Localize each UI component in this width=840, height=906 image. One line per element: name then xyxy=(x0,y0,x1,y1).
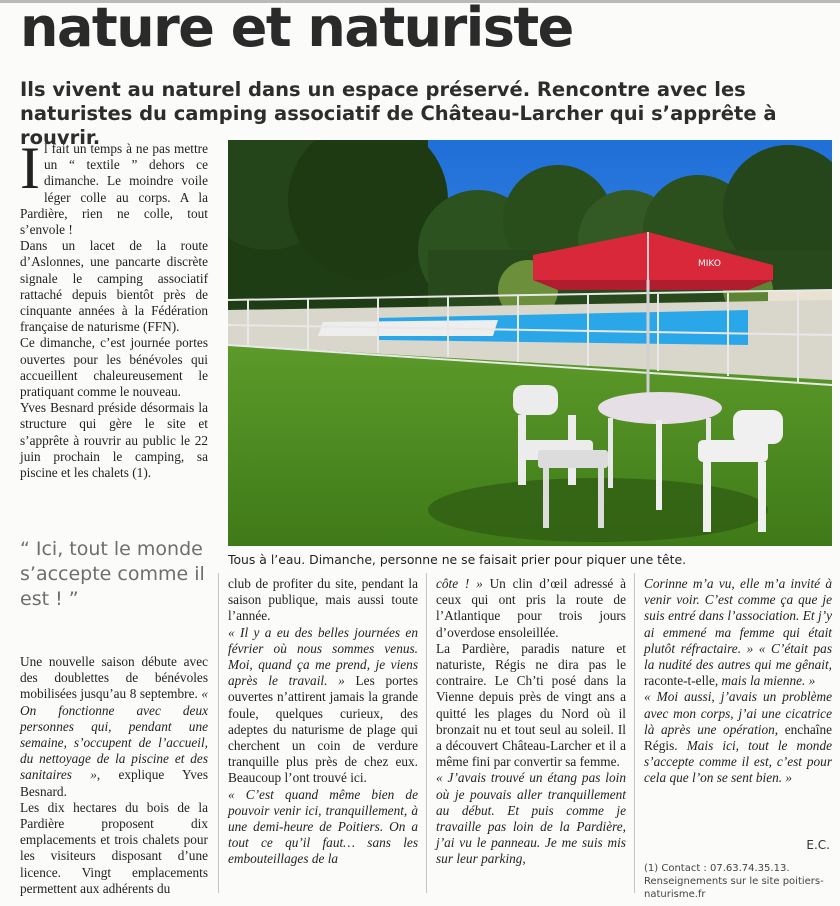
column-4 xyxy=(644,576,832,787)
paragraph: Dans un lacet de la route d’Aslonnes, une pancarte discrète signale le camping associatif rattaché depuis bientôt près de cinquante années à la Fédération française de naturisme (FFN). xyxy=(20,238,208,335)
paragraph: club de profiter du site, pendant la saison publique, mais aussi toute l’année. xyxy=(228,576,418,624)
quote-run: Corinne m’a vu, elle m’a invité à venir voir. C’est comme ça que je suis entré dans l’association. Et j’y ai emmené ma femme qui était plutôt réfractaire. » « C’était pas la nudité des autres qui me gênait, xyxy=(644,576,832,673)
paragraph xyxy=(644,576,832,689)
paragraph-intro: l fait un temps à ne pas mettre un “ textile ” dehors ce dimanche. Le moindre voile léger colle au corps. A la Pardière, rien ne colle, tout s’envole ! xyxy=(20,141,208,238)
paragraph: « C’est quand même bien de pouvoir venir ici, tranquillement, à une demi-heure de Poitiers. On a tout ce qu’il faut… sans les embouteillages de la xyxy=(228,786,418,867)
paragraph xyxy=(436,576,626,641)
quote-run: mais la mienne. » xyxy=(718,673,816,689)
column-3 xyxy=(436,576,626,868)
article-title: nature et naturiste xyxy=(20,0,573,59)
quote-run: côte ! » xyxy=(436,576,483,591)
quote-run: « Il y a eu des belles journées en février où nous sommes venus. Moi, quand ça me prend, je viens après le travail. » xyxy=(228,624,418,689)
pull-quote: “ Ici, tout le monde s’accepte comme il est ! ” xyxy=(20,538,205,610)
umbrella-brand: MIKO xyxy=(698,259,721,269)
quote-run: « Moi aussi, j’avais un problème avec mon corps, j’ai une cicatrice là après une opération, xyxy=(644,689,832,737)
column-divider xyxy=(426,573,427,893)
paragraph: La Pardière, paradis nature et naturiste, Régis ne dira pas le contraire. Le Ch’ti posé dans la Vienne depuis près de vingt ans a quitté les plages du Nord où il bronzait nu et tout seul au soleil. Il a découvert Château-Larcher et il a même fini par convertir sa femme. xyxy=(436,640,626,770)
quote-run: « On fonctionne avec deux personnes qui, pendant une semaine, s’occupent de l’accueil, du nettoyage de la piscine et des sanitaires » xyxy=(20,686,208,783)
column-2 xyxy=(228,576,418,868)
column-1-bottom xyxy=(20,654,208,897)
text-run: raconte-t-elle, xyxy=(644,673,719,689)
paragraph xyxy=(20,654,208,800)
paragraph: Ce dimanche, c’est journée portes ouvertes pour les bénévoles qui accueillent chaleureusement le pratiquant comme le nouveau. xyxy=(20,335,208,400)
text-run: , explique Yves Besnard. xyxy=(20,767,209,799)
photo-caption: Tous à l’eau. Dimanche, personne ne se faisait prier pour piquer une tête. xyxy=(228,552,687,567)
column-1-top xyxy=(20,135,208,481)
author-signature: E.C. xyxy=(806,838,830,852)
paragraph: Yves Besnard préside désormais la structure qui gère le site et s’apprête à rouvrir au public le 22 juin prochain le camping, sa piscine et les chalets (1). xyxy=(20,400,208,481)
footnote: (1) Contact : 07.63.74.35.13. Renseignements sur le site poitiers-naturisme.fr xyxy=(644,863,824,900)
article-photo xyxy=(228,140,832,546)
photo-illustration xyxy=(228,140,832,546)
text-run: Un clin d’œil adressé à ceux qui ont pris la route de l’Atlantique pour trois jours d’overdose ensoleillée. xyxy=(436,576,626,640)
paragraph xyxy=(228,625,418,787)
paragraph xyxy=(644,689,832,786)
text-run: Les portes ouvertes n’attirent jamais la grande foule, quelques curieux, des adeptes du naturisme de plage qui cherchent un coin de verdure tranquille plus près de chez eux. Beaucoup l’ont trouvé ici. xyxy=(228,673,418,786)
text-run: enchaîne Régis. xyxy=(644,721,832,754)
article-lead: Ils vivent au naturel dans un espace préservé. Rencontre avec les naturistes du camping associatif de Château-Larcher qui s’apprête à rouvrir. xyxy=(20,78,777,149)
paragraph: Les dix hectares du bois de la Pardière proposent dix emplacements et trois chalets pour les visiteurs disposant d’une licence. Vingt emplacements permettent aux adhérents du xyxy=(20,799,208,896)
column-divider xyxy=(218,573,219,893)
paragraph: « J’avais trouvé un étang pas loin où je pouvais aller tranquillement au début. Et puis comme je travaille pas loin de la Pardière, j’ai vu le panneau. Je me suis mis sur leur parking, xyxy=(436,770,626,867)
text-run: Une nouvelle saison débute avec des doublettes de bénévoles mobilisées jusqu’au 8 septembre. xyxy=(20,654,208,702)
drop-cap: I xyxy=(20,135,40,201)
column-divider xyxy=(634,573,635,893)
quote-run: Mais ici, tout le monde s’accepte comme il est, c’est pour cela que l’on se sent bien. » xyxy=(644,738,832,786)
